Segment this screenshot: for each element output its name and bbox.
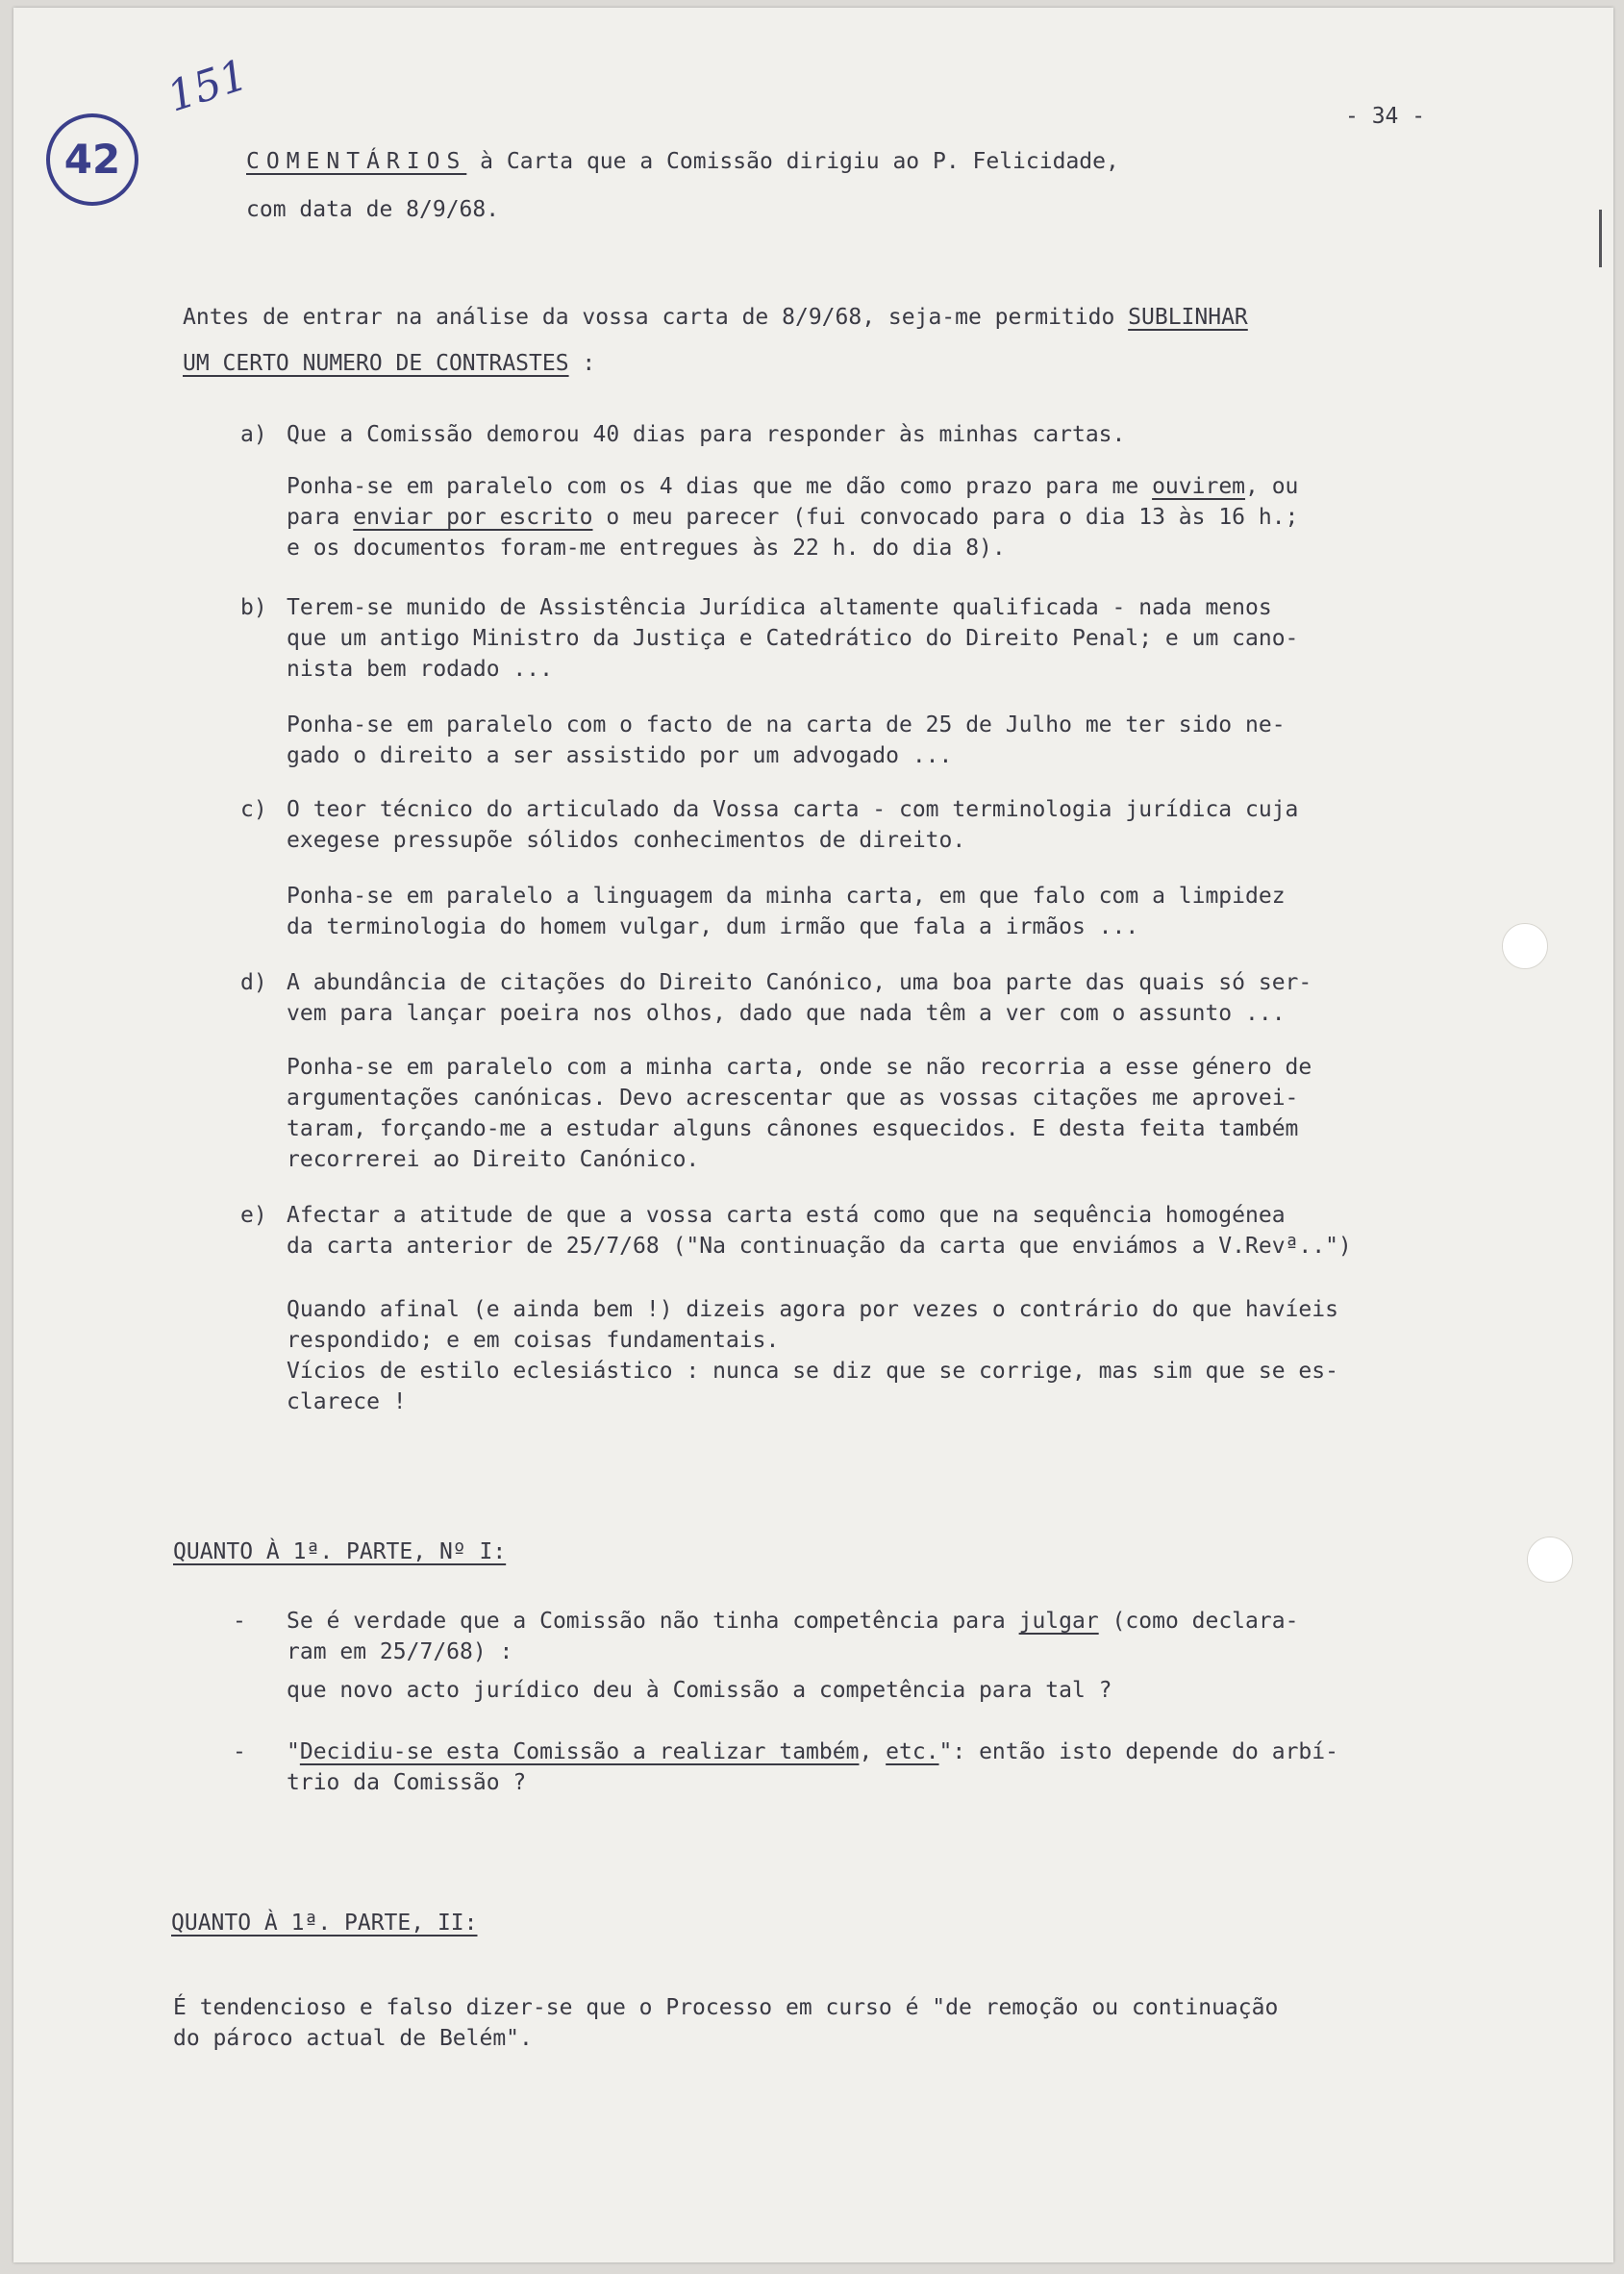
item-d-reply-4: recorrerei ao Direito Canónico. — [287, 1147, 700, 1172]
item-e-reply-4: clarece ! — [287, 1389, 407, 1414]
punch-hole-top — [1502, 923, 1548, 969]
intro-line-1 — [183, 302, 1248, 334]
item-a-reply-1c: , ou — [1245, 474, 1299, 499]
item-b-line-1: Terem-se munido de Assistência Jurídica altamente qualificada - nada menos — [287, 595, 1272, 620]
margin-mark — [1599, 210, 1602, 267]
section-1-bullet-1-dash: - — [233, 1609, 246, 1634]
item-b-line-3: nista bem rodado ... — [287, 657, 553, 682]
item-e-marker: e) — [240, 1203, 267, 1228]
item-d-marker: d) — [240, 970, 267, 995]
document-page — [13, 8, 1613, 2262]
s1b1-text-a: Se é verdade que a Comissão não tinha competência para — [287, 1609, 1019, 1634]
item-d-reply-1: Ponha-se em paralelo com a minha carta, onde se não recorria a esse género de — [287, 1055, 1312, 1080]
item-c-marker: c) — [240, 797, 267, 822]
item-d-reply-3: taram, forçando-me a estudar alguns cânones esquecidos. E desta feita também — [287, 1116, 1299, 1141]
item-a-reply-1 — [287, 471, 1298, 503]
intro-text-1: Antes de entrar na análise da vossa carta de 8/9/68, seja-me permitido — [183, 305, 1129, 330]
item-a-reply-2c: o meu parecer (fui convocado para o dia 13 às 16 h.; — [592, 505, 1299, 530]
item-c-line-1: O teor técnico do articulado da Vossa carta - com terminologia jurídica cuja — [287, 797, 1299, 822]
heading-line-2: com data de 8/9/68. — [246, 197, 500, 222]
item-a-reply-1a: Ponha-se em paralelo com os 4 dias que me dão como prazo para me — [287, 474, 1153, 499]
item-b-line-2: que um antigo Ministro da Justiça e Catedrático do Direito Penal; e um cano- — [287, 626, 1299, 651]
page-number: - 34 - — [1345, 104, 1426, 129]
item-a-reply-3: e os documentos foram-me entregues às 22 h. do dia 8). — [287, 536, 1006, 561]
section-1-bullet-1-line-1 — [287, 1606, 1298, 1637]
item-a-reply-1b: ouvirem — [1152, 474, 1246, 499]
s1b2-underlined-2: etc. — [886, 1739, 939, 1764]
punch-hole-bottom — [1527, 1537, 1573, 1583]
item-b-reply-1: Ponha-se em paralelo com o facto de na carta de 25 de Julho me ter sido ne- — [287, 712, 1286, 737]
s1b2-underlined-1: Decidiu-se esta Comissão a realizar também — [299, 1739, 860, 1764]
item-b-marker: b) — [240, 595, 267, 620]
item-a-reply-2a: para — [287, 505, 354, 530]
item-a-marker: a) — [240, 422, 267, 447]
section-1-bullet-1-line-2: ram em 25/7/68) : — [287, 1639, 513, 1664]
item-d-line-2: vem para lançar poeira nos olhos, dado que nada têm a ver com o assunto ... — [287, 1001, 1286, 1026]
s1b1-text-c: (como declara- — [1098, 1609, 1299, 1634]
section-2-line-2: do pároco actual de Belém". — [173, 2026, 533, 2051]
intro-line-2 — [183, 348, 595, 380]
handwritten-number: 151 — [162, 50, 254, 122]
intro-underlined-2: UM CERTO NUMERO DE CONTRASTES — [183, 351, 569, 376]
item-e-reply-1: Quando afinal (e ainda bem !) dizeis agora por vezes o contrário do que havíeis — [287, 1297, 1338, 1322]
item-a-reply-2b: enviar por escrito — [353, 505, 593, 530]
item-e-reply-2: respondido; e em coisas fundamentais. — [287, 1328, 780, 1353]
section-1-bullet-1-line-3: que novo acto jurídico deu à Comissão a competência para tal ? — [287, 1678, 1112, 1703]
circled-number-stamp: 42 — [46, 113, 138, 206]
item-d-reply-2: argumentações canónicas. Devo acrescentar que as vossas citações me aprovei- — [287, 1086, 1299, 1111]
heading-rest: à Carta que a Comissão dirigiu ao P. Felicidade, — [466, 149, 1119, 174]
s1b2-text-e: ": então isto depende do arbí- — [938, 1739, 1338, 1764]
section-1-bullet-2-line-2: trio da Comissão ? — [287, 1770, 527, 1795]
item-c-line-2: exegese pressupõe sólidos conhecimentos de direito. — [287, 828, 966, 853]
item-b-reply-2: gado o direito a ser assistido por um advogado ... — [287, 743, 953, 768]
item-c-reply-2: da terminologia do homem vulgar, dum irmão que fala a irmãos ... — [287, 914, 1139, 939]
item-e-line-1: Afectar a atitude de que a vossa carta está como que na sequência homogénea — [287, 1203, 1286, 1228]
heading-label: COMENTÁRIOS — [246, 149, 467, 174]
section-2-title: QUANTO À 1ª. PARTE, II: — [171, 1911, 478, 1936]
heading-line-1 — [246, 146, 1119, 178]
item-c-reply-1: Ponha-se em paralelo a linguagem da minha carta, em que falo com a limpidez — [287, 884, 1286, 909]
item-a-reply-2 — [287, 502, 1298, 534]
item-d-line-1: A abundância de citações do Direito Canónico, uma boa parte das quais só ser- — [287, 970, 1312, 995]
section-1-bullet-2-dash: - — [233, 1739, 246, 1764]
s1b2-text-a: " — [287, 1739, 300, 1764]
section-1-title: QUANTO À 1ª. PARTE, Nº I: — [173, 1539, 507, 1564]
item-a-text: Que a Comissão demorou 40 dias para responder às minhas cartas. — [287, 422, 1126, 447]
section-1-bullet-2-line-1 — [287, 1737, 1338, 1768]
intro-underlined-1: SUBLINHAR — [1128, 305, 1248, 330]
section-2-line-1: É tendencioso e falso dizer-se que o Processo em curso é "de remoção ou continuação — [173, 1995, 1279, 2020]
intro-text-2: : — [568, 351, 596, 376]
s1b2-text-c: , — [859, 1739, 887, 1764]
item-e-reply-3: Vícios de estilo eclesiástico : nunca se diz que se corrige, mas sim que se es- — [287, 1359, 1338, 1384]
item-e-line-2: da carta anterior de 25/7/68 ("Na continuação da carta que enviámos a V.Revª..") — [287, 1234, 1352, 1259]
s1b1-underlined: julgar — [1018, 1609, 1099, 1634]
